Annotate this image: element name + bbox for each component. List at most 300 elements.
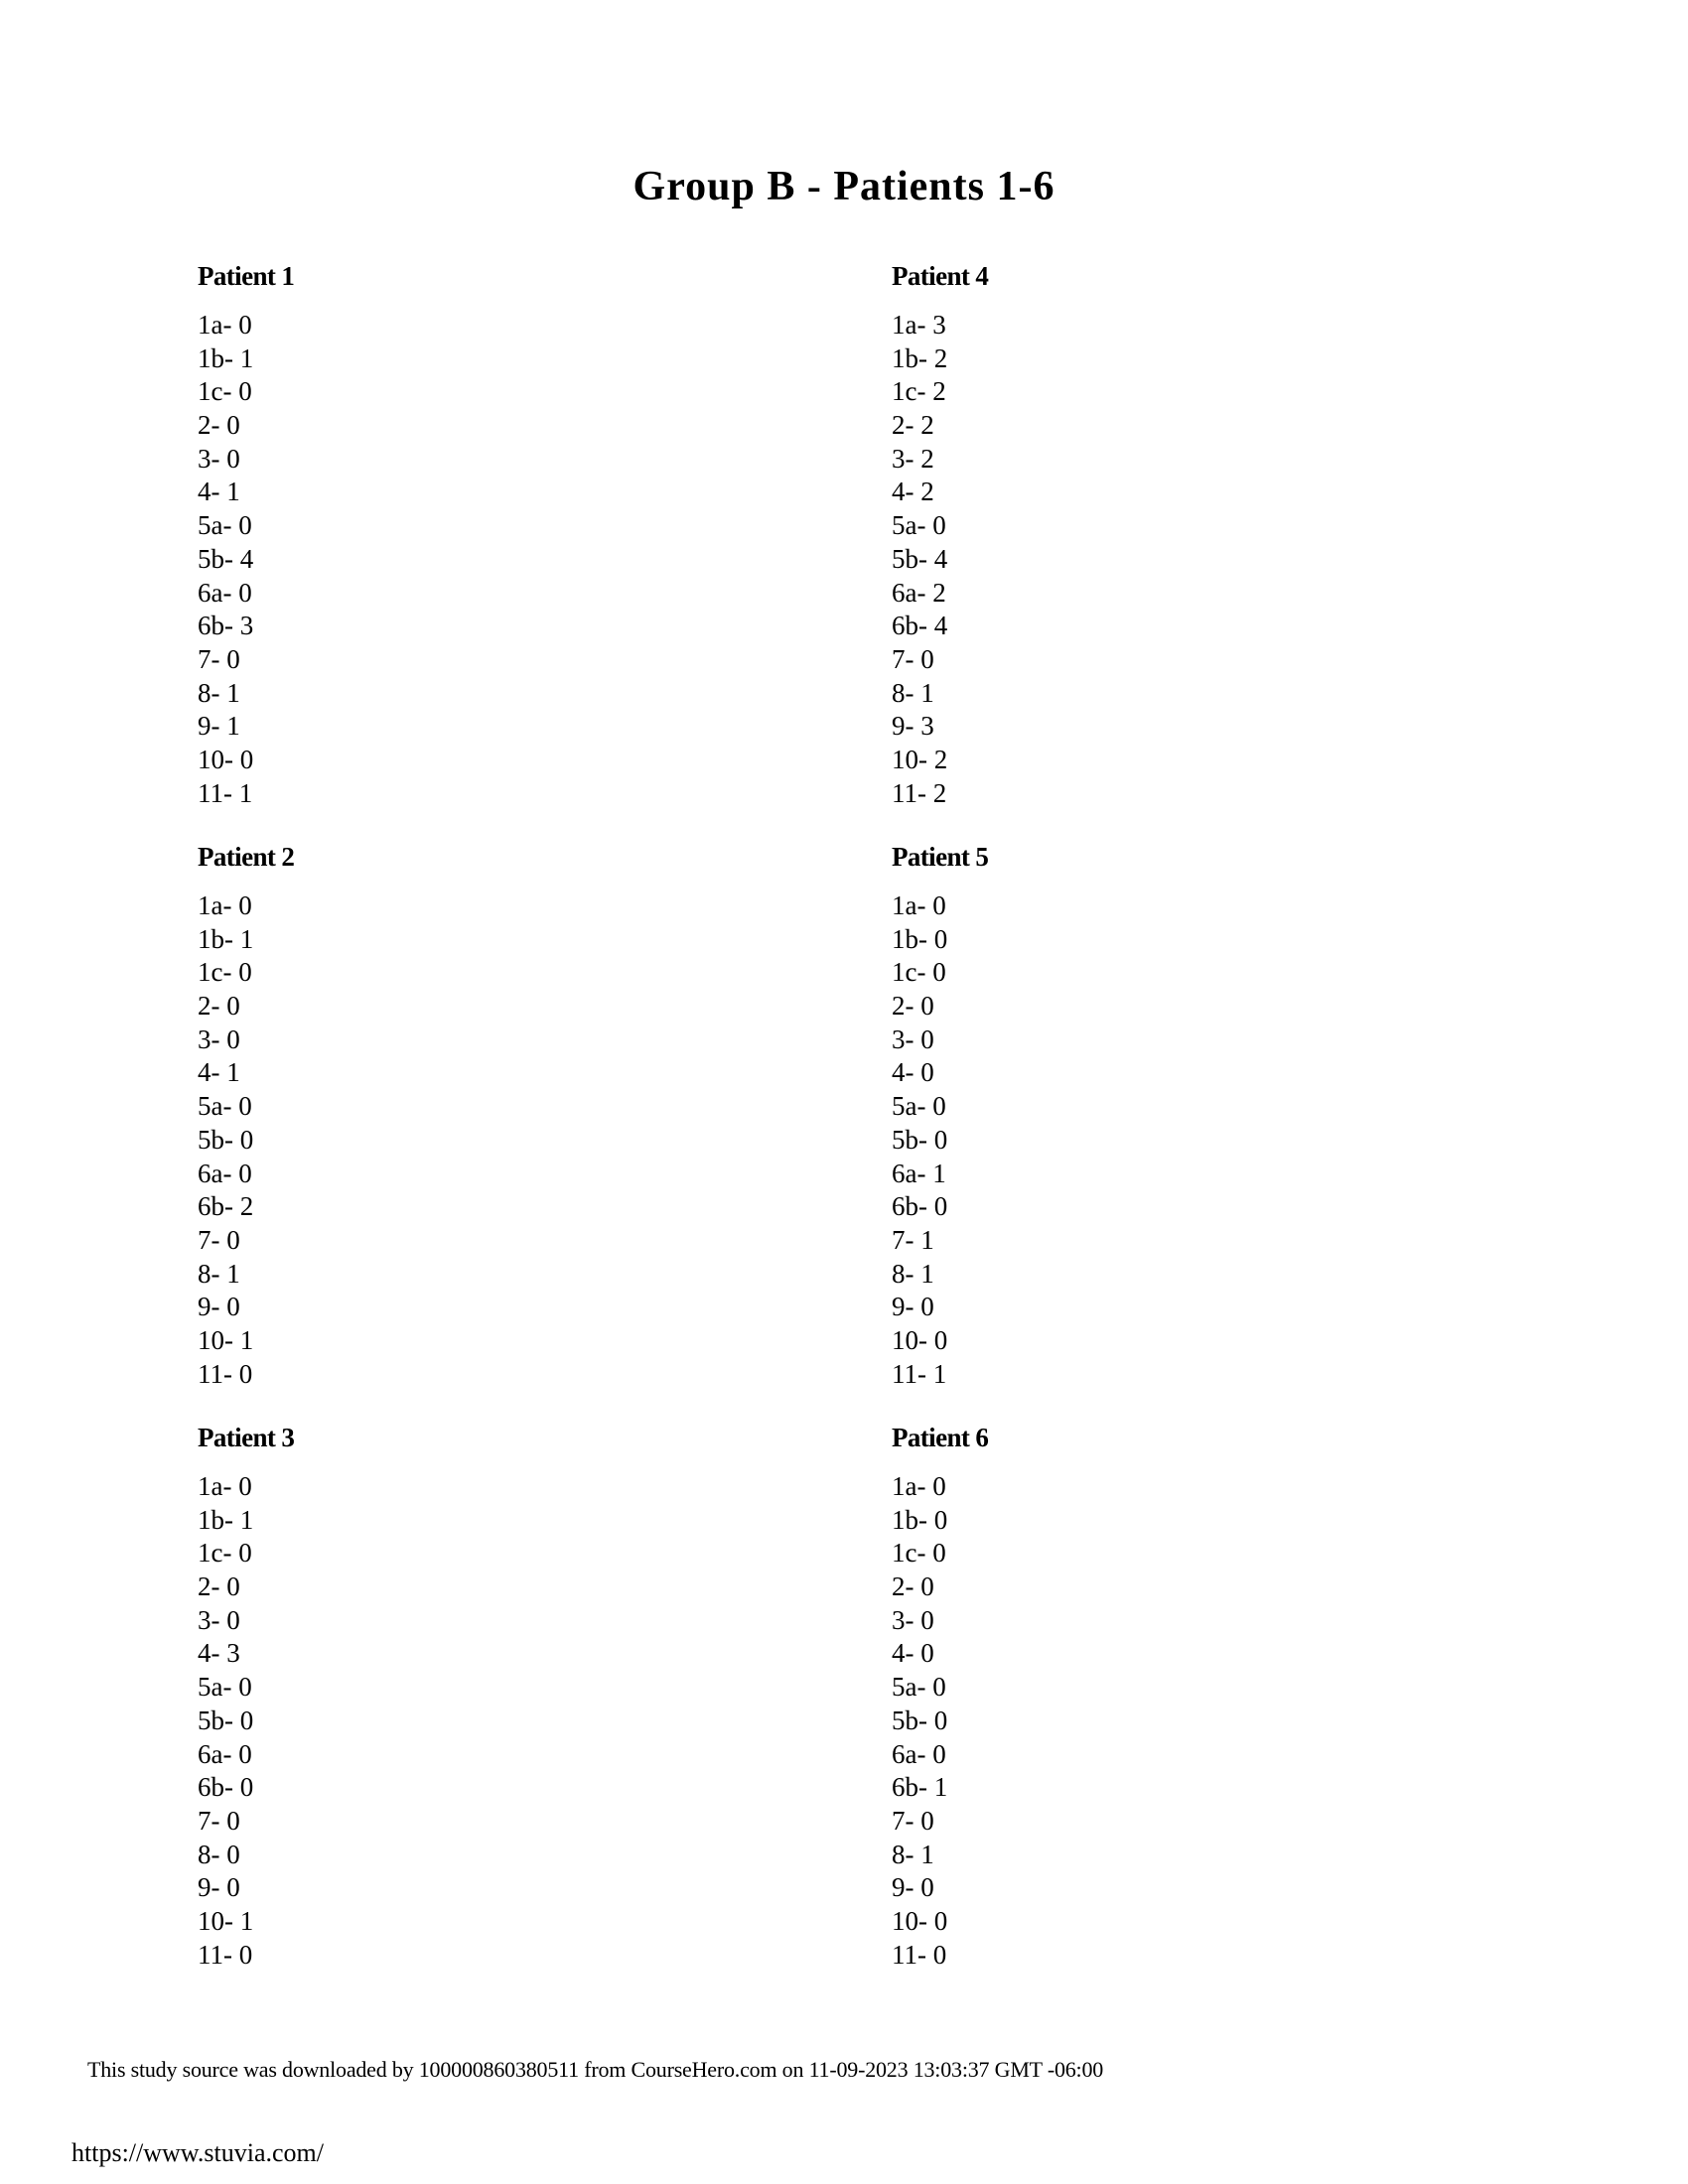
score-separator: - xyxy=(224,744,240,774)
score-separator: - xyxy=(916,1091,933,1122)
score-separator: - xyxy=(905,1872,921,1903)
score-value: 0 xyxy=(932,957,946,988)
score-row xyxy=(198,1637,694,1671)
score-value: 0 xyxy=(226,991,240,1022)
score-item-label: 11 xyxy=(198,1358,223,1389)
score-value: 0 xyxy=(226,643,240,674)
score-separator: - xyxy=(224,1905,240,1936)
score-row xyxy=(198,1358,694,1392)
score-item-label: 5a xyxy=(198,510,223,541)
score-item-label: 5b xyxy=(198,543,224,574)
score-row xyxy=(198,1504,694,1538)
score-row xyxy=(198,577,694,611)
score-row xyxy=(892,643,1388,677)
score-item-label: 1a xyxy=(892,1471,917,1501)
score-row xyxy=(892,543,1388,577)
score-value: 0 xyxy=(238,376,252,407)
score-value: 1 xyxy=(932,1358,947,1389)
score-row xyxy=(198,1738,694,1772)
score-separator: - xyxy=(211,1805,227,1836)
score-value: 1 xyxy=(920,1258,934,1289)
score-value: 2 xyxy=(920,410,934,441)
score-value: 1 xyxy=(238,777,253,808)
score-row xyxy=(198,1258,694,1292)
score-value: 0 xyxy=(932,1538,946,1569)
score-row xyxy=(198,1124,694,1158)
score-row xyxy=(892,1570,1388,1604)
source-url-link[interactable]: https://www.stuvia.com/ xyxy=(71,2138,324,2167)
score-value: 1 xyxy=(226,711,240,742)
score-item-label: 2 xyxy=(892,1571,906,1602)
patient-heading: Patient 6 xyxy=(892,1423,989,1452)
score-item-label: 6a xyxy=(892,1738,917,1769)
score-value: 0 xyxy=(920,1805,934,1836)
score-separator: - xyxy=(916,310,933,340)
score-value: 0 xyxy=(239,1705,254,1735)
score-row xyxy=(198,309,694,342)
score-value: 0 xyxy=(932,1672,946,1703)
score-value: 2 xyxy=(933,744,948,774)
score-row xyxy=(198,1905,694,1939)
score-value: 1 xyxy=(226,1057,240,1088)
score-row xyxy=(892,342,1388,376)
score-value: 0 xyxy=(933,1124,948,1155)
score-value: 1 xyxy=(226,1258,240,1289)
score-separator: - xyxy=(222,1471,239,1501)
score-row xyxy=(198,443,694,477)
score-separator: - xyxy=(918,342,934,373)
score-list xyxy=(198,1470,694,1972)
score-row xyxy=(892,1056,1388,1090)
score-separator: - xyxy=(918,1191,934,1222)
score-value: 0 xyxy=(238,1738,252,1769)
score-value: 0 xyxy=(226,410,240,441)
score-value: 0 xyxy=(933,1191,948,1222)
score-row xyxy=(892,1537,1388,1570)
score-item-label: 1c xyxy=(892,1538,917,1569)
score-row xyxy=(198,610,694,643)
score-separator: - xyxy=(222,1091,239,1122)
score-row xyxy=(198,476,694,509)
score-item-label: 9 xyxy=(892,1292,906,1322)
score-item-label: 8 xyxy=(198,1839,211,1869)
score-item-label: 11 xyxy=(198,1939,223,1970)
score-row xyxy=(198,1158,694,1191)
score-separator: - xyxy=(905,1258,921,1289)
score-list xyxy=(892,1470,1388,1972)
score-row xyxy=(892,990,1388,1024)
score-item-label: 7 xyxy=(892,643,906,674)
score-separator: - xyxy=(916,1738,933,1769)
score-item-label: 4 xyxy=(198,1057,211,1088)
score-item-label: 10 xyxy=(892,1324,918,1355)
score-item-label: 7 xyxy=(198,1224,211,1255)
score-item-label: 10 xyxy=(198,1905,224,1936)
score-value: 0 xyxy=(238,1939,253,1970)
score-row xyxy=(198,1671,694,1705)
score-value: 0 xyxy=(933,923,948,954)
score-list xyxy=(892,889,1388,1391)
score-row xyxy=(892,1939,1388,1973)
score-item-label: 3 xyxy=(892,1024,906,1054)
score-separator: - xyxy=(224,1705,240,1735)
score-value: 2 xyxy=(920,443,934,474)
score-separator: - xyxy=(222,510,239,541)
score-separator: - xyxy=(211,1604,227,1635)
score-row xyxy=(198,1291,694,1324)
score-separator: - xyxy=(905,1571,921,1602)
score-value: 0 xyxy=(932,1091,946,1122)
score-value: 0 xyxy=(226,1292,240,1322)
score-value: 0 xyxy=(932,1738,946,1769)
score-separator: - xyxy=(918,1772,934,1803)
download-source-note: This study source was downloaded by 100000860380511 from CourseHero.com on 11-09-2023 13:03:37 GMT -06:00 xyxy=(87,2057,1104,2082)
score-row xyxy=(198,1537,694,1570)
score-row xyxy=(198,1470,694,1504)
score-value: 1 xyxy=(226,677,240,708)
score-value: 0 xyxy=(226,1604,240,1635)
patient-heading: Patient 4 xyxy=(892,261,989,291)
score-separator: - xyxy=(211,1024,227,1054)
score-value: 1 xyxy=(932,1158,946,1188)
score-row xyxy=(892,677,1388,711)
score-item-label: 4 xyxy=(892,477,906,507)
score-item-label: 10 xyxy=(198,744,224,774)
score-row xyxy=(892,1905,1388,1939)
score-row xyxy=(198,1604,694,1638)
score-separator: - xyxy=(917,1358,933,1389)
score-item-label: 7 xyxy=(198,1805,211,1836)
score-separator: - xyxy=(222,376,239,407)
score-separator: - xyxy=(905,643,921,674)
score-item-label: 3 xyxy=(892,443,906,474)
score-item-label: 6b xyxy=(198,1772,224,1803)
score-value: 0 xyxy=(932,510,946,541)
score-row xyxy=(892,1024,1388,1057)
score-separator: - xyxy=(223,777,239,808)
score-row xyxy=(892,1504,1388,1538)
score-separator: - xyxy=(905,1839,921,1869)
score-value: 3 xyxy=(226,1638,240,1669)
score-value: 2 xyxy=(932,777,947,808)
score-separator: - xyxy=(211,477,227,507)
score-item-label: 2 xyxy=(198,991,211,1022)
score-separator: - xyxy=(222,1538,239,1569)
score-value: 1 xyxy=(239,1324,254,1355)
score-value: 0 xyxy=(920,1872,934,1903)
score-separator: - xyxy=(211,443,227,474)
score-row xyxy=(892,1839,1388,1872)
score-item-label: 1a xyxy=(198,1471,223,1501)
score-value: 2 xyxy=(239,1191,254,1222)
score-item-label: 10 xyxy=(198,1324,224,1355)
score-separator: - xyxy=(224,1324,240,1355)
score-separator: - xyxy=(916,1672,933,1703)
score-value: 0 xyxy=(226,1571,240,1602)
score-row xyxy=(198,677,694,711)
score-value: 0 xyxy=(920,1057,934,1088)
score-item-label: 3 xyxy=(198,443,211,474)
score-separator: - xyxy=(222,957,239,988)
score-row xyxy=(892,956,1388,990)
score-item-label: 1a xyxy=(892,890,917,920)
score-value: 0 xyxy=(226,1224,240,1255)
score-separator: - xyxy=(918,543,934,574)
patient-heading: Patient 2 xyxy=(198,842,295,872)
score-item-label: 10 xyxy=(892,1905,918,1936)
score-value: 0 xyxy=(226,1805,240,1836)
score-separator: - xyxy=(223,1939,239,1970)
score-row xyxy=(892,1771,1388,1805)
score-row xyxy=(892,1124,1388,1158)
score-row xyxy=(892,744,1388,777)
score-separator: - xyxy=(905,1024,921,1054)
score-separator: - xyxy=(905,410,921,441)
score-separator: - xyxy=(918,611,934,641)
score-value: 0 xyxy=(932,890,946,920)
score-row xyxy=(892,1224,1388,1258)
score-list xyxy=(892,309,1388,810)
score-value: 0 xyxy=(933,1905,948,1936)
score-row xyxy=(198,744,694,777)
score-separator: - xyxy=(918,1324,934,1355)
score-separator: - xyxy=(224,1124,240,1155)
score-separator: - xyxy=(916,376,933,407)
score-row xyxy=(892,443,1388,477)
score-separator: - xyxy=(905,677,921,708)
score-separator: - xyxy=(905,1604,921,1635)
score-item-label: 6a xyxy=(892,1158,917,1188)
score-separator: - xyxy=(916,1538,933,1569)
score-item-label: 2 xyxy=(892,410,906,441)
score-row xyxy=(198,1024,694,1057)
score-row xyxy=(892,1358,1388,1392)
score-item-label: 5b xyxy=(198,1124,224,1155)
score-item-label: 6b xyxy=(198,611,224,641)
score-row xyxy=(198,1839,694,1872)
score-item-label: 8 xyxy=(892,1839,906,1869)
score-row xyxy=(892,1604,1388,1638)
score-item-label: 1c xyxy=(198,376,223,407)
score-value: 2 xyxy=(933,342,948,373)
score-item-label: 6b xyxy=(892,611,918,641)
score-item-label: 9 xyxy=(198,711,211,742)
score-item-label: 6b xyxy=(198,1191,224,1222)
score-item-label: 11 xyxy=(892,1939,917,1970)
score-item-label: 1c xyxy=(892,376,917,407)
score-item-label: 8 xyxy=(892,677,906,708)
score-item-label: 7 xyxy=(198,643,211,674)
score-item-label: 4 xyxy=(198,477,211,507)
score-item-label: 3 xyxy=(198,1604,211,1635)
score-separator: - xyxy=(211,643,227,674)
score-row xyxy=(198,1939,694,1973)
score-row xyxy=(198,1090,694,1124)
score-separator: - xyxy=(918,1124,934,1155)
patient-1-block xyxy=(198,261,694,810)
score-item-label: 4 xyxy=(892,1638,906,1669)
score-item-label: 6a xyxy=(198,1738,223,1769)
patient-heading: Patient 3 xyxy=(198,1423,295,1452)
score-item-label: 8 xyxy=(198,1258,211,1289)
score-row xyxy=(892,1190,1388,1224)
score-value: 0 xyxy=(238,1158,252,1188)
score-row xyxy=(198,1871,694,1905)
patient-3-block xyxy=(198,1423,694,1972)
score-row xyxy=(198,889,694,923)
score-value: 0 xyxy=(920,1604,934,1635)
score-item-label: 1b xyxy=(892,923,918,954)
score-item-label: 9 xyxy=(892,711,906,742)
score-separator: - xyxy=(224,611,240,641)
score-row xyxy=(892,1090,1388,1124)
score-value: 0 xyxy=(226,1839,240,1869)
score-separator: - xyxy=(211,677,227,708)
score-row xyxy=(892,1470,1388,1504)
patient-heading: Patient 5 xyxy=(892,842,989,872)
score-value: 0 xyxy=(933,1504,948,1535)
score-row xyxy=(198,710,694,744)
score-item-label: 11 xyxy=(892,777,917,808)
score-row xyxy=(198,956,694,990)
score-row xyxy=(198,1705,694,1738)
score-separator: - xyxy=(211,1258,227,1289)
patient-4-block xyxy=(892,261,1388,810)
score-value: 0 xyxy=(238,1091,252,1122)
score-separator: - xyxy=(918,1705,934,1735)
score-separator: - xyxy=(905,1638,921,1669)
score-row xyxy=(198,375,694,409)
score-item-label: 11 xyxy=(198,777,223,808)
score-value: 0 xyxy=(920,1571,934,1602)
score-row xyxy=(198,1805,694,1839)
score-separator: - xyxy=(224,923,240,954)
score-separator: - xyxy=(905,1057,921,1088)
score-separator: - xyxy=(211,1638,227,1669)
score-row xyxy=(892,375,1388,409)
score-item-label: 8 xyxy=(198,677,211,708)
score-value: 3 xyxy=(239,611,254,641)
score-separator: - xyxy=(916,957,933,988)
score-item-label: 6a xyxy=(892,577,917,608)
score-item-label: 3 xyxy=(892,1604,906,1635)
score-row xyxy=(198,1224,694,1258)
score-item-label: 6b xyxy=(892,1191,918,1222)
score-row xyxy=(198,543,694,577)
score-value: 1 xyxy=(239,1504,254,1535)
score-separator: - xyxy=(211,1224,227,1255)
score-value: 1 xyxy=(239,923,254,954)
score-item-label: 5a xyxy=(198,1091,223,1122)
score-value: 0 xyxy=(238,310,252,340)
score-separator: - xyxy=(222,577,239,608)
score-item-label: 1a xyxy=(198,890,223,920)
score-item-label: 5b xyxy=(892,1124,918,1155)
score-value: 0 xyxy=(920,1638,934,1669)
score-item-label: 2 xyxy=(198,410,211,441)
score-value: 0 xyxy=(238,890,252,920)
score-item-label: 5b xyxy=(198,1705,224,1735)
score-value: 0 xyxy=(933,1324,948,1355)
score-list xyxy=(198,889,694,1391)
score-item-label: 5a xyxy=(892,1672,917,1703)
score-row xyxy=(198,777,694,811)
score-row xyxy=(198,1324,694,1358)
score-value: 0 xyxy=(238,1358,253,1389)
score-separator: - xyxy=(905,711,921,742)
score-separator: - xyxy=(916,510,933,541)
score-separator: - xyxy=(211,1057,227,1088)
score-row xyxy=(892,1258,1388,1292)
score-separator: - xyxy=(222,1158,239,1188)
score-item-label: 1b xyxy=(198,923,224,954)
score-item-label: 1c xyxy=(892,957,917,988)
score-row xyxy=(198,409,694,443)
score-row xyxy=(892,509,1388,543)
score-row xyxy=(198,643,694,677)
score-value: 0 xyxy=(239,1772,254,1803)
score-item-label: 2 xyxy=(892,991,906,1022)
score-value: 1 xyxy=(239,342,254,373)
score-row xyxy=(892,476,1388,509)
score-row xyxy=(892,889,1388,923)
score-item-label: 1b xyxy=(892,1504,918,1535)
score-item-label: 5b xyxy=(892,1705,918,1735)
score-value: 2 xyxy=(932,577,946,608)
score-separator: - xyxy=(917,777,933,808)
score-row xyxy=(198,342,694,376)
score-value: 0 xyxy=(239,1124,254,1155)
score-separator: - xyxy=(224,1504,240,1535)
score-value: 0 xyxy=(933,1705,948,1735)
score-value: 0 xyxy=(238,510,252,541)
score-separator: - xyxy=(916,1158,933,1188)
score-value: 1 xyxy=(920,1839,934,1869)
score-separator: - xyxy=(224,1191,240,1222)
score-row xyxy=(892,577,1388,611)
score-row xyxy=(892,1805,1388,1839)
score-value: 0 xyxy=(239,744,254,774)
score-value: 3 xyxy=(932,310,946,340)
score-item-label: 8 xyxy=(892,1258,906,1289)
score-row xyxy=(892,777,1388,811)
score-row xyxy=(892,1324,1388,1358)
score-item-label: 1c xyxy=(198,957,223,988)
score-value: 0 xyxy=(238,1471,252,1501)
score-value: 0 xyxy=(226,1872,240,1903)
score-row xyxy=(892,923,1388,957)
score-value: 0 xyxy=(932,1939,947,1970)
score-separator: - xyxy=(918,1504,934,1535)
score-row xyxy=(892,1637,1388,1671)
score-item-label: 6b xyxy=(892,1772,918,1803)
score-item-label: 3 xyxy=(198,1024,211,1054)
score-value: 0 xyxy=(238,1538,252,1569)
score-value: 0 xyxy=(920,1292,934,1322)
score-item-label: 1b xyxy=(198,342,224,373)
score-value: 2 xyxy=(920,477,934,507)
score-item-label: 4 xyxy=(892,1057,906,1088)
score-value: 0 xyxy=(920,643,934,674)
score-separator: - xyxy=(905,1224,921,1255)
score-value: 2 xyxy=(932,376,946,407)
score-value: 0 xyxy=(226,1024,240,1054)
score-separator: - xyxy=(905,991,921,1022)
score-separator: - xyxy=(223,1358,239,1389)
score-separator: - xyxy=(211,1292,227,1322)
score-row xyxy=(892,710,1388,744)
score-value: 0 xyxy=(226,443,240,474)
